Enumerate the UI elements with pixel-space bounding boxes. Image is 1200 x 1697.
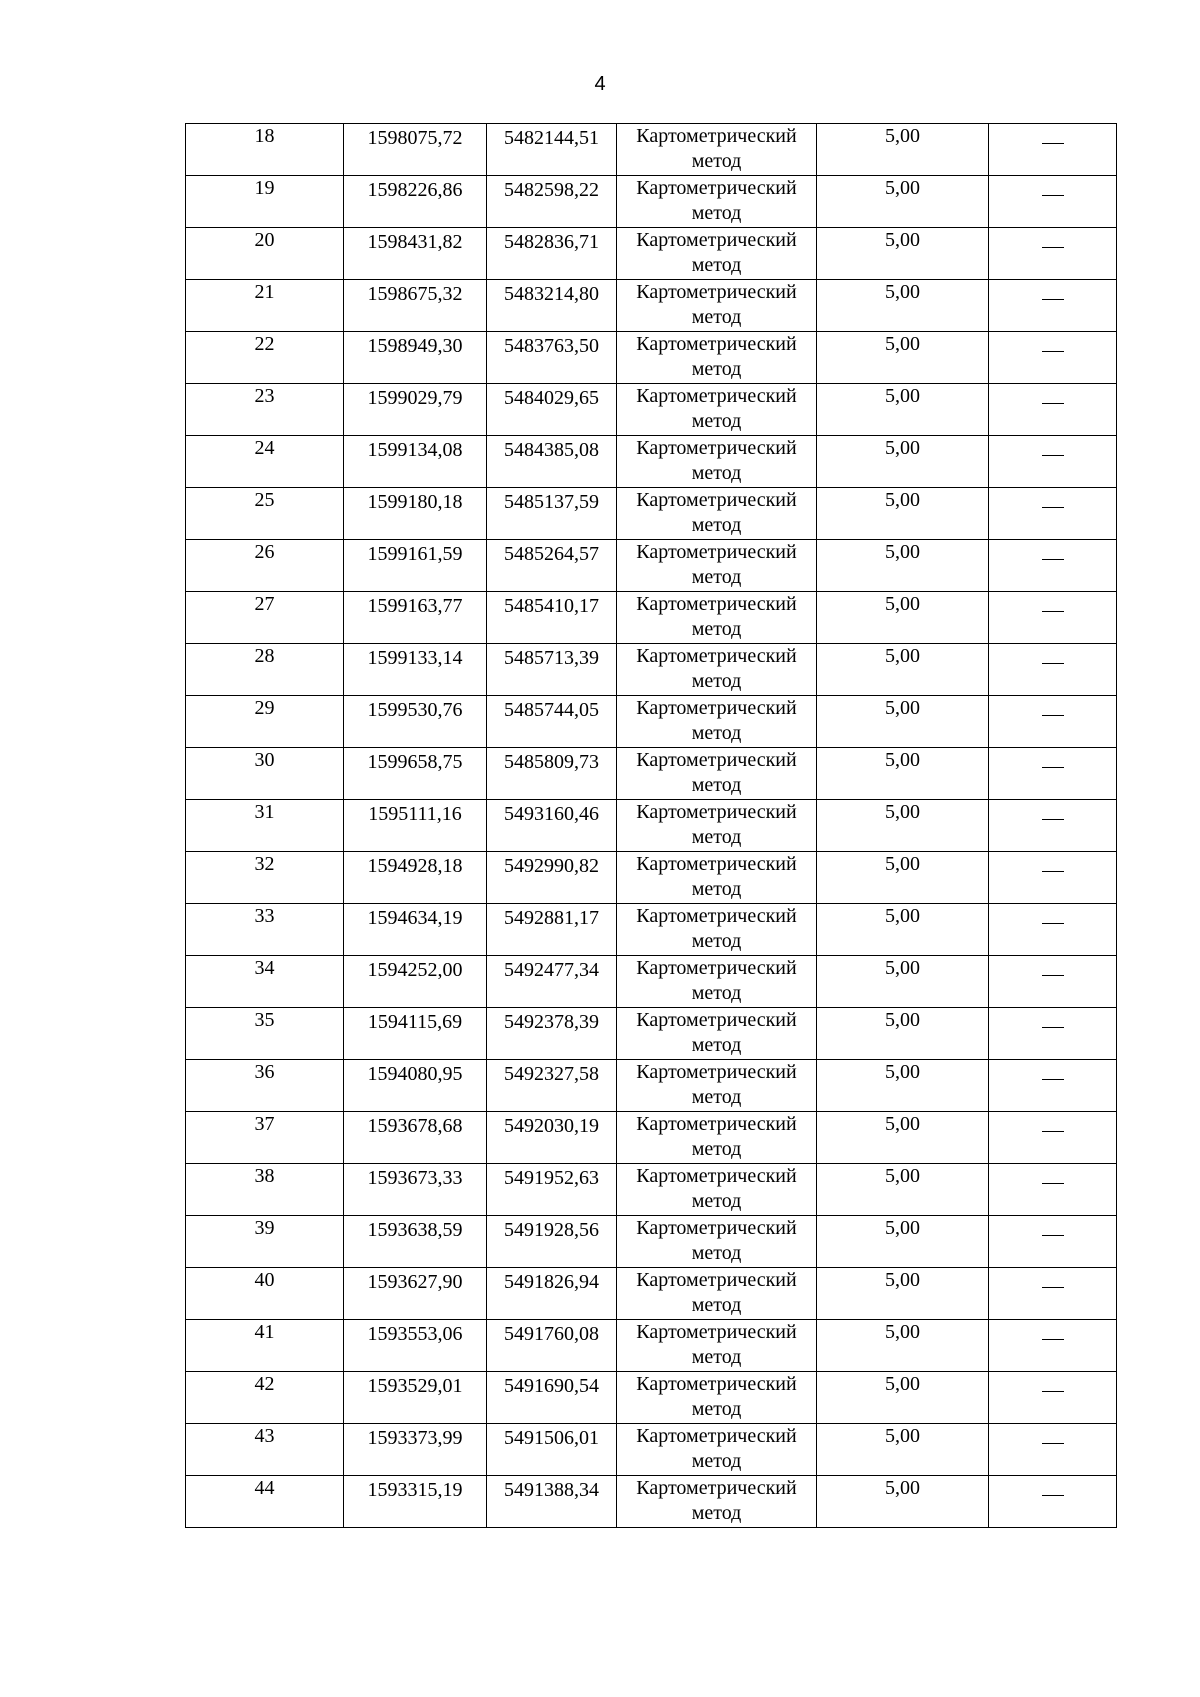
x-coordinate-cell: 1599134,08 <box>344 436 487 488</box>
em-dash-mark <box>1042 975 1064 977</box>
method-line-2: метод <box>691 202 742 224</box>
point-number-cell: 42 <box>186 1372 344 1424</box>
x-coordinate-cell: 1599133,14 <box>344 644 487 696</box>
table-row <box>186 176 1117 228</box>
y-coordinate-cell: 5491388,34 <box>487 1476 617 1528</box>
y-coordinate-cell: 5482144,51 <box>487 124 617 176</box>
description-cell <box>989 852 1117 904</box>
method-line-1: Картометрический <box>636 281 797 303</box>
description-cell <box>989 592 1117 644</box>
em-dash-mark <box>1042 1027 1064 1029</box>
method-line-2: метод <box>691 1502 742 1524</box>
point-number-cell: 31 <box>186 800 344 852</box>
table-row <box>186 1320 1117 1372</box>
point-number-cell: 37 <box>186 1112 344 1164</box>
method-line-1: Картометрический <box>636 593 797 615</box>
method-line-1: Картометрический <box>636 541 797 563</box>
y-coordinate-cell: 5492990,82 <box>487 852 617 904</box>
method-line-1: Картометрический <box>636 1061 797 1083</box>
table-row <box>186 1476 1117 1528</box>
accuracy-cell: 5,00 <box>817 1424 989 1476</box>
description-cell <box>989 748 1117 800</box>
method-cell <box>617 228 817 280</box>
method-cell <box>617 1216 817 1268</box>
description-cell <box>989 176 1117 228</box>
x-coordinate-cell: 1598675,32 <box>344 280 487 332</box>
em-dash-mark <box>1042 247 1064 249</box>
description-cell <box>989 1112 1117 1164</box>
method-line-1: Картометрический <box>636 749 797 771</box>
table-row <box>186 696 1117 748</box>
accuracy-cell: 5,00 <box>817 748 989 800</box>
em-dash-mark <box>1042 715 1064 717</box>
description-cell <box>989 956 1117 1008</box>
x-coordinate-cell: 1599530,76 <box>344 696 487 748</box>
accuracy-cell: 5,00 <box>817 592 989 644</box>
method-line-1: Картометрический <box>636 801 797 823</box>
x-coordinate-cell: 1599161,59 <box>344 540 487 592</box>
method-cell <box>617 644 817 696</box>
method-line-2: метод <box>691 1450 742 1472</box>
description-cell <box>989 280 1117 332</box>
y-coordinate-cell: 5492030,19 <box>487 1112 617 1164</box>
y-coordinate-cell: 5485137,59 <box>487 488 617 540</box>
method-line-1: Картометрический <box>636 957 797 979</box>
point-number-cell: 44 <box>186 1476 344 1528</box>
x-coordinate-cell: 1594634,19 <box>344 904 487 956</box>
description-cell <box>989 904 1117 956</box>
accuracy-cell: 5,00 <box>817 1164 989 1216</box>
y-coordinate-cell: 5485410,17 <box>487 592 617 644</box>
method-cell <box>617 332 817 384</box>
accuracy-cell: 5,00 <box>817 1060 989 1112</box>
point-number-cell: 19 <box>186 176 344 228</box>
x-coordinate-cell: 1599658,75 <box>344 748 487 800</box>
em-dash-mark <box>1042 559 1064 561</box>
description-cell <box>989 1372 1117 1424</box>
method-line-2: метод <box>691 462 742 484</box>
point-number-cell: 30 <box>186 748 344 800</box>
method-line-2: метод <box>691 1398 742 1420</box>
y-coordinate-cell: 5491760,08 <box>487 1320 617 1372</box>
em-dash-mark <box>1042 871 1064 873</box>
x-coordinate-cell: 1594928,18 <box>344 852 487 904</box>
accuracy-cell: 5,00 <box>817 1372 989 1424</box>
description-cell <box>989 1476 1117 1528</box>
method-line-1: Картометрический <box>636 489 797 511</box>
point-number-cell: 23 <box>186 384 344 436</box>
x-coordinate-cell: 1593638,59 <box>344 1216 487 1268</box>
x-coordinate-cell: 1598431,82 <box>344 228 487 280</box>
point-number-cell: 20 <box>186 228 344 280</box>
point-number-cell: 39 <box>186 1216 344 1268</box>
method-line-1: Картометрический <box>636 645 797 667</box>
x-coordinate-cell: 1593373,99 <box>344 1424 487 1476</box>
x-coordinate-cell: 1593315,19 <box>344 1476 487 1528</box>
y-coordinate-cell: 5493160,46 <box>487 800 617 852</box>
em-dash-mark <box>1042 351 1064 353</box>
accuracy-cell: 5,00 <box>817 644 989 696</box>
point-number-cell: 36 <box>186 1060 344 1112</box>
x-coordinate-cell: 1593678,68 <box>344 1112 487 1164</box>
method-line-1: Картометрический <box>636 1217 797 1239</box>
method-line-2: метод <box>691 410 742 432</box>
method-line-2: метод <box>691 1034 742 1056</box>
accuracy-cell: 5,00 <box>817 956 989 1008</box>
method-cell <box>617 1476 817 1528</box>
y-coordinate-cell: 5485264,57 <box>487 540 617 592</box>
method-line-2: метод <box>691 1138 742 1160</box>
description-cell <box>989 1268 1117 1320</box>
accuracy-cell: 5,00 <box>817 436 989 488</box>
method-line-2: метод <box>691 774 742 796</box>
coordinates-table <box>185 123 1117 1528</box>
accuracy-cell: 5,00 <box>817 800 989 852</box>
point-number-cell: 38 <box>186 1164 344 1216</box>
method-cell <box>617 488 817 540</box>
method-line-2: метод <box>691 930 742 952</box>
description-cell <box>989 228 1117 280</box>
method-cell <box>617 436 817 488</box>
y-coordinate-cell: 5492327,58 <box>487 1060 617 1112</box>
table-row <box>186 1216 1117 1268</box>
point-number-cell: 29 <box>186 696 344 748</box>
table-row <box>186 1268 1117 1320</box>
table-row <box>186 1372 1117 1424</box>
description-cell <box>989 696 1117 748</box>
x-coordinate-cell: 1594115,69 <box>344 1008 487 1060</box>
accuracy-cell: 5,00 <box>817 1268 989 1320</box>
em-dash-mark <box>1042 299 1064 301</box>
method-line-1: Картометрический <box>636 1165 797 1187</box>
method-line-2: метод <box>691 358 742 380</box>
method-line-1: Картометрический <box>636 125 797 147</box>
method-line-2: метод <box>691 1242 742 1264</box>
description-cell <box>989 1320 1117 1372</box>
method-line-2: метод <box>691 566 742 588</box>
method-cell <box>617 1008 817 1060</box>
method-cell <box>617 956 817 1008</box>
description-cell <box>989 1164 1117 1216</box>
page-number: 4 <box>594 73 606 95</box>
y-coordinate-cell: 5492881,17 <box>487 904 617 956</box>
point-number-cell: 26 <box>186 540 344 592</box>
method-line-2: метод <box>691 670 742 692</box>
method-cell <box>617 1424 817 1476</box>
method-line-2: метод <box>691 618 742 640</box>
point-number-cell: 24 <box>186 436 344 488</box>
method-line-1: Картометрический <box>636 1373 797 1395</box>
method-cell <box>617 852 817 904</box>
method-line-1: Картометрический <box>636 853 797 875</box>
x-coordinate-cell: 1594252,00 <box>344 956 487 1008</box>
description-cell <box>989 540 1117 592</box>
em-dash-mark <box>1042 403 1064 405</box>
accuracy-cell: 5,00 <box>817 540 989 592</box>
y-coordinate-cell: 5485713,39 <box>487 644 617 696</box>
method-cell <box>617 904 817 956</box>
description-cell <box>989 1424 1117 1476</box>
description-cell <box>989 1216 1117 1268</box>
method-line-1: Картометрический <box>636 905 797 927</box>
method-line-2: метод <box>691 150 742 172</box>
y-coordinate-cell: 5491928,56 <box>487 1216 617 1268</box>
method-cell <box>617 1112 817 1164</box>
method-cell <box>617 592 817 644</box>
accuracy-cell: 5,00 <box>817 384 989 436</box>
table-row <box>186 1008 1117 1060</box>
method-cell <box>617 1320 817 1372</box>
accuracy-cell: 5,00 <box>817 1008 989 1060</box>
description-cell <box>989 488 1117 540</box>
method-line-1: Картометрический <box>636 437 797 459</box>
method-line-1: Картометрический <box>636 1425 797 1447</box>
accuracy-cell: 5,00 <box>817 332 989 384</box>
table-row <box>186 1112 1117 1164</box>
point-number-cell: 18 <box>186 124 344 176</box>
method-line-2: метод <box>691 1294 742 1316</box>
method-line-2: метод <box>691 878 742 900</box>
y-coordinate-cell: 5482836,71 <box>487 228 617 280</box>
y-coordinate-cell: 5485809,73 <box>487 748 617 800</box>
x-coordinate-cell: 1598949,30 <box>344 332 487 384</box>
table-row <box>186 800 1117 852</box>
method-cell <box>617 1164 817 1216</box>
method-cell <box>617 176 817 228</box>
em-dash-mark <box>1042 819 1064 821</box>
y-coordinate-cell: 5491506,01 <box>487 1424 617 1476</box>
em-dash-mark <box>1042 195 1064 197</box>
method-cell <box>617 280 817 332</box>
y-coordinate-cell: 5491826,94 <box>487 1268 617 1320</box>
accuracy-cell: 5,00 <box>817 228 989 280</box>
x-coordinate-cell: 1593627,90 <box>344 1268 487 1320</box>
table-row <box>186 332 1117 384</box>
description-cell <box>989 644 1117 696</box>
method-line-2: метод <box>691 306 742 328</box>
table-row <box>186 280 1117 332</box>
method-line-2: метод <box>691 514 742 536</box>
table-row <box>186 228 1117 280</box>
method-cell <box>617 540 817 592</box>
table-row <box>186 748 1117 800</box>
y-coordinate-cell: 5483214,80 <box>487 280 617 332</box>
x-coordinate-cell: 1593553,06 <box>344 1320 487 1372</box>
em-dash-mark <box>1042 767 1064 769</box>
table-row <box>186 1424 1117 1476</box>
em-dash-mark <box>1042 663 1064 665</box>
y-coordinate-cell: 5485744,05 <box>487 696 617 748</box>
method-line-2: метод <box>691 1346 742 1368</box>
description-cell <box>989 1008 1117 1060</box>
table-row <box>186 540 1117 592</box>
table-row <box>186 1164 1117 1216</box>
em-dash-mark <box>1042 923 1064 925</box>
description-cell <box>989 1060 1117 1112</box>
em-dash-mark <box>1042 1235 1064 1237</box>
x-coordinate-cell: 1599163,77 <box>344 592 487 644</box>
table-row <box>186 384 1117 436</box>
y-coordinate-cell: 5482598,22 <box>487 176 617 228</box>
point-number-cell: 21 <box>186 280 344 332</box>
accuracy-cell: 5,00 <box>817 852 989 904</box>
point-number-cell: 33 <box>186 904 344 956</box>
em-dash-mark <box>1042 507 1064 509</box>
x-coordinate-cell: 1599180,18 <box>344 488 487 540</box>
method-line-1: Картометрический <box>636 1477 797 1499</box>
method-cell <box>617 696 817 748</box>
x-coordinate-cell: 1594080,95 <box>344 1060 487 1112</box>
method-line-1: Картометрический <box>636 385 797 407</box>
table-row <box>186 956 1117 1008</box>
method-line-1: Картометрический <box>636 1113 797 1135</box>
table-row <box>186 1060 1117 1112</box>
em-dash-mark <box>1042 1131 1064 1133</box>
method-line-1: Картометрический <box>636 697 797 719</box>
accuracy-cell: 5,00 <box>817 696 989 748</box>
point-number-cell: 22 <box>186 332 344 384</box>
y-coordinate-cell: 5492477,34 <box>487 956 617 1008</box>
point-number-cell: 25 <box>186 488 344 540</box>
accuracy-cell: 5,00 <box>817 904 989 956</box>
em-dash-mark <box>1042 1495 1064 1497</box>
y-coordinate-cell: 5491952,63 <box>487 1164 617 1216</box>
y-coordinate-cell: 5484029,65 <box>487 384 617 436</box>
x-coordinate-cell: 1599029,79 <box>344 384 487 436</box>
table-row <box>186 124 1117 176</box>
y-coordinate-cell: 5484385,08 <box>487 436 617 488</box>
method-cell <box>617 800 817 852</box>
point-number-cell: 34 <box>186 956 344 1008</box>
method-line-2: метод <box>691 722 742 744</box>
method-cell <box>617 748 817 800</box>
accuracy-cell: 5,00 <box>817 1320 989 1372</box>
x-coordinate-cell: 1593529,01 <box>344 1372 487 1424</box>
x-coordinate-cell: 1598075,72 <box>344 124 487 176</box>
coordinates-table-body <box>186 124 1117 1528</box>
em-dash-mark <box>1042 1287 1064 1289</box>
method-line-2: метод <box>691 1190 742 1212</box>
accuracy-cell: 5,00 <box>817 124 989 176</box>
method-cell <box>617 1372 817 1424</box>
method-line-1: Картометрический <box>636 1009 797 1031</box>
em-dash-mark <box>1042 143 1064 145</box>
accuracy-cell: 5,00 <box>817 1476 989 1528</box>
accuracy-cell: 5,00 <box>817 1216 989 1268</box>
point-number-cell: 41 <box>186 1320 344 1372</box>
em-dash-mark <box>1042 1339 1064 1341</box>
em-dash-mark <box>1042 1079 1064 1081</box>
description-cell <box>989 384 1117 436</box>
x-coordinate-cell: 1595111,16 <box>344 800 487 852</box>
accuracy-cell: 5,00 <box>817 488 989 540</box>
em-dash-mark <box>1042 1391 1064 1393</box>
description-cell <box>989 800 1117 852</box>
method-line-1: Картометрический <box>636 1269 797 1291</box>
y-coordinate-cell: 5483763,50 <box>487 332 617 384</box>
method-line-2: метод <box>691 826 742 848</box>
em-dash-mark <box>1042 1443 1064 1445</box>
point-number-cell: 43 <box>186 1424 344 1476</box>
method-line-1: Картометрический <box>636 1321 797 1343</box>
em-dash-mark <box>1042 611 1064 613</box>
method-cell <box>617 384 817 436</box>
table-row <box>186 644 1117 696</box>
accuracy-cell: 5,00 <box>817 280 989 332</box>
y-coordinate-cell: 5492378,39 <box>487 1008 617 1060</box>
method-line-1: Картометрический <box>636 177 797 199</box>
table-row <box>186 436 1117 488</box>
table-row <box>186 488 1117 540</box>
description-cell <box>989 436 1117 488</box>
point-number-cell: 32 <box>186 852 344 904</box>
description-cell <box>989 332 1117 384</box>
method-line-2: метод <box>691 1086 742 1108</box>
em-dash-mark <box>1042 455 1064 457</box>
table-row <box>186 852 1117 904</box>
method-cell <box>617 1268 817 1320</box>
point-number-cell: 40 <box>186 1268 344 1320</box>
accuracy-cell: 5,00 <box>817 1112 989 1164</box>
description-cell <box>989 124 1117 176</box>
x-coordinate-cell: 1598226,86 <box>344 176 487 228</box>
point-number-cell: 27 <box>186 592 344 644</box>
y-coordinate-cell: 5491690,54 <box>487 1372 617 1424</box>
em-dash-mark <box>1042 1183 1064 1185</box>
method-cell <box>617 1060 817 1112</box>
point-number-cell: 35 <box>186 1008 344 1060</box>
table-row <box>186 904 1117 956</box>
method-line-1: Картометрический <box>636 333 797 355</box>
method-cell <box>617 124 817 176</box>
point-number-cell: 28 <box>186 644 344 696</box>
accuracy-cell: 5,00 <box>817 176 989 228</box>
table-row <box>186 592 1117 644</box>
x-coordinate-cell: 1593673,33 <box>344 1164 487 1216</box>
method-line-1: Картометрический <box>636 229 797 251</box>
method-line-2: метод <box>691 982 742 1004</box>
method-line-2: метод <box>691 254 742 276</box>
